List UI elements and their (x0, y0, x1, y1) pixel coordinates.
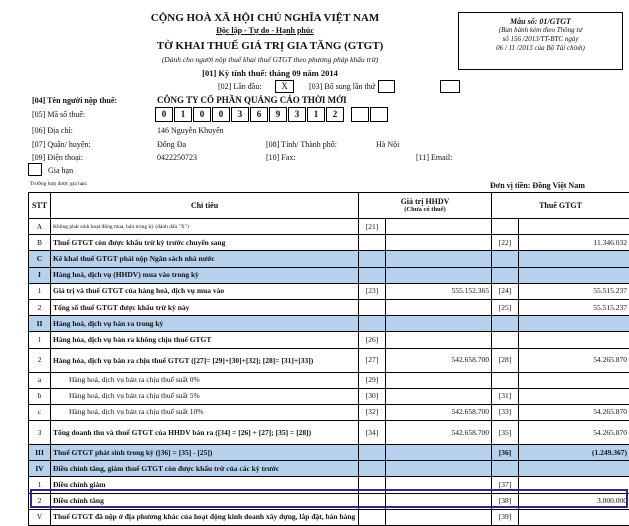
supplement-label: [03] Bổ sung lần thứ (309, 82, 375, 91)
header-value-sub: (Chưa có thuế) (361, 206, 489, 214)
cell-c2 (492, 316, 519, 332)
cell-item: Điều chỉnh tăng (51, 493, 359, 509)
table-row (29, 219, 629, 235)
tax-id-digit[interactable] (370, 107, 388, 122)
cell-c1 (359, 235, 386, 251)
cell-c1 (359, 267, 386, 283)
cell-item: Tổng số thuế GTGT được khấu trừ kỳ này (51, 299, 359, 315)
extension-label: Gia hạn (48, 166, 73, 175)
header-value (359, 193, 492, 219)
table-row (29, 509, 629, 525)
cell-item: Hàng hoá, dịch vụ bán ra trong kỳ (51, 316, 359, 332)
cell-v2: 11.346.032 (519, 235, 629, 251)
cell-v2: 54.265.870 (519, 421, 629, 445)
cell-stt: B (29, 235, 51, 251)
form-title: TỜ KHAI THUẾ GIÁ TRỊ GIA TĂNG (GTGT) (140, 40, 400, 52)
cell-item: Hàng hoá, dịch vụ (HHDV) mua vào trong kỳ (51, 267, 359, 283)
tax-id-digit[interactable]: 1 (307, 107, 325, 122)
cell-c2 (492, 372, 519, 388)
tax-id-label: [05] Mã số thuế: (32, 110, 85, 119)
cell-v1 (386, 509, 492, 525)
table-row (29, 299, 629, 315)
cell-stt: 2 (29, 299, 51, 315)
form-code-box (458, 12, 623, 70)
cell-v1 (386, 332, 492, 348)
cell-v2 (519, 219, 629, 235)
form-code-line1: (Ban hành kèm theo Thông tư (459, 26, 622, 35)
cell-item: Điều chỉnh tăng, giảm thuế GTGT còn được khấu trừ của các kỳ trước (51, 461, 359, 477)
currency-unit: Đơn vị tiền: Đồng Việt Nam (490, 181, 585, 190)
republic-title: CỘNG HOÀ XÃ HỘI CHỦ NGHĨA VIỆT NAM (120, 12, 410, 24)
tax-id-digit[interactable]: 1 (174, 107, 192, 122)
cell-v1 (386, 219, 492, 235)
header-stt: STT (29, 193, 51, 219)
cell-v2 (519, 332, 629, 348)
cell-c1 (359, 251, 386, 267)
cell-v2 (519, 372, 629, 388)
cell-v1 (386, 461, 492, 477)
cell-v1: 542.658.700 (386, 421, 492, 445)
tax-id-digit[interactable]: 9 (269, 107, 287, 122)
tax-id-digit[interactable]: 0 (212, 107, 230, 122)
tax-id-digit[interactable]: 6 (250, 107, 268, 122)
fax-label: [10] Fax: (266, 153, 296, 162)
table-header (29, 193, 629, 219)
cell-v2 (519, 267, 629, 283)
cell-item: Hàng hoá, dịch vụ bán ra chịu thuế suất 10% (51, 404, 359, 420)
cell-v2: 3.000.000 (519, 493, 629, 509)
table-row (29, 267, 629, 283)
cell-c1 (359, 299, 386, 315)
cell-c1: [30] (359, 388, 386, 404)
cell-c2: [31] (492, 388, 519, 404)
cell-v2 (519, 388, 629, 404)
tax-id-digit[interactable]: 3 (231, 107, 249, 122)
tax-id-digit[interactable]: 2 (326, 107, 344, 122)
cell-c2 (492, 461, 519, 477)
tax-period: [01] Kỳ tính thuế: tháng 09 năm 2014 (160, 68, 380, 78)
cell-c1 (359, 509, 386, 525)
form-code: Mẫu số: 01/GTGT (459, 17, 622, 26)
cell-v1: 542.658.700 (386, 404, 492, 420)
phone-value: 0422250723 (157, 153, 197, 162)
cell-stt: 2 (29, 493, 51, 509)
cell-stt: II (29, 316, 51, 332)
cell-item: Tổng doanh thu và thuế GTGT của HHDV bán ra ([34] = [26] + [27]; [35] = [28]) (51, 421, 359, 445)
cell-c1: [26] (359, 332, 386, 348)
cell-item: Điều chỉnh giảm (51, 477, 359, 493)
cell-stt: a (29, 372, 51, 388)
cell-stt: IV (29, 461, 51, 477)
cell-stt: b (29, 388, 51, 404)
district-value: Đống Đa (157, 140, 186, 149)
extension-checkbox[interactable] (28, 163, 42, 176)
cell-v2 (519, 316, 629, 332)
cell-v1 (386, 388, 492, 404)
cell-c1: [21] (359, 219, 386, 235)
cell-v2 (519, 461, 629, 477)
cell-c2: [33] (492, 404, 519, 420)
table-row (29, 251, 629, 267)
cell-item: Hàng hóa, dịch vụ bán ra chịu thuế GTGT ([27]= [29]+[30]+[32]; [28]= [31]+[33]) (51, 348, 359, 372)
cell-v1 (386, 316, 492, 332)
tax-id-digit[interactable]: 0 (193, 107, 211, 122)
cell-item: Hàng hóa, dịch vụ bán ra không chịu thuế GTGT (51, 332, 359, 348)
province-label: [08] Tỉnh/ Thành phố: (266, 140, 337, 149)
header-item: Chỉ tiêu (51, 193, 359, 219)
cell-c2: [25] (492, 299, 519, 315)
supplement-number-box[interactable] (440, 80, 460, 93)
cell-c2: [36] (492, 445, 519, 461)
table-row (29, 445, 629, 461)
table-row (29, 421, 629, 445)
address-value: 146 Nguyễn Khuyến (157, 126, 224, 135)
cell-c2: [22] (492, 235, 519, 251)
cell-c2: [37] (492, 477, 519, 493)
cell-item: Thuế GTGT phát sinh trong kỳ ([36] = [35] - [25]) (51, 445, 359, 461)
address-label: [06] Địa chỉ: (32, 126, 73, 135)
cell-c1 (359, 461, 386, 477)
cell-c2: [24] (492, 283, 519, 299)
header-tax: Thuế GTGT (492, 193, 629, 219)
cell-v1 (386, 235, 492, 251)
cell-stt: III (29, 445, 51, 461)
form-subtitle: (Dành cho người nộp thuế khai thuế GTGT theo phương pháp khấu trừ) (125, 55, 415, 64)
table-row (29, 404, 629, 420)
cell-item: Không phát sinh hoạt động mua, bán trong kỳ (đánh dấu "X") (51, 219, 359, 235)
cell-item: Thuế GTGT còn được khấu trừ kỳ trước chuyển sang (51, 235, 359, 251)
cell-item: Hàng hoá, dịch vụ bán ra chịu thuế suất 0% (51, 372, 359, 388)
cell-c2: [38] (492, 493, 519, 509)
cell-item: Kê khai thuế GTGT phải nộp Ngân sách nhà nước (51, 251, 359, 267)
table-row (29, 348, 629, 372)
tax-id-digit[interactable]: 3 (288, 107, 306, 122)
email-label: [11] Email: (416, 153, 452, 162)
cell-c1: [32] (359, 404, 386, 420)
cell-v2 (519, 251, 629, 267)
cell-c2: [39] (492, 509, 519, 525)
tax-id-digit[interactable] (351, 107, 369, 122)
form-code-line3: 06 / 11 /2013 của Bộ Tài chính) (459, 44, 622, 53)
cell-v1 (386, 251, 492, 267)
supplement-box[interactable] (378, 80, 395, 93)
cell-v2: (1.249.367) (519, 445, 629, 461)
table-row (29, 316, 629, 332)
cell-stt: I (29, 267, 51, 283)
cell-v2 (519, 509, 629, 525)
row-highlight (30, 489, 628, 508)
form-code-line2: số 156 /2013/TT-BTC ngày (459, 35, 622, 44)
extension-case: Trường hợp được gia hạn: (30, 181, 88, 187)
province-value: Hà Nội (376, 140, 399, 149)
table-row (29, 388, 629, 404)
cell-c1 (359, 316, 386, 332)
cell-v1 (386, 445, 492, 461)
cell-c2: [28] (492, 348, 519, 372)
cell-v1 (386, 372, 492, 388)
phone-label: [09] Điện thoại: (32, 153, 83, 162)
cell-item: Thuế GTGT đã nộp ở địa phương khác của hoạt động kinh doanh xây dựng, lắp đặt, bán hàng (51, 509, 359, 525)
cell-stt: c (29, 404, 51, 420)
cell-c2 (492, 251, 519, 267)
cell-c2 (492, 267, 519, 283)
cell-c2 (492, 219, 519, 235)
cell-stt: V (29, 509, 51, 525)
cell-c1: [27] (359, 348, 386, 372)
cell-c1: [29] (359, 372, 386, 388)
cell-c2 (492, 332, 519, 348)
cell-v2: 55.515.237 (519, 299, 629, 315)
cell-v2: 54.265.870 (519, 348, 629, 372)
table-row (29, 283, 629, 299)
motto: Độc lập - Tự do - Hạnh phúc (170, 26, 360, 35)
cell-stt: 1 (29, 283, 51, 299)
taxpayer-name: CÔNG TY CỔ PHẦN QUẢNG CÁO THỜI MỚI (157, 95, 347, 105)
cell-stt: A (29, 219, 51, 235)
first-time-label: [02] Lần đầu: (218, 82, 262, 91)
cell-v1: 555.152.365 (386, 283, 492, 299)
cell-c1: [34] (359, 421, 386, 445)
table-row (29, 332, 629, 348)
taxpayer-name-label: [04] Tên người nộp thuế: (32, 96, 117, 105)
district-label: [07] Quận/ huyện: (32, 140, 91, 149)
cell-v1 (386, 299, 492, 315)
cell-stt: C (29, 251, 51, 267)
table-row (29, 372, 629, 388)
header-value-title: Giá trị HHDV (361, 198, 489, 206)
tax-id-boxes (155, 107, 395, 122)
cell-stt: 1 (29, 332, 51, 348)
cell-stt: 1 (29, 477, 51, 493)
vat-declaration-table (28, 192, 629, 526)
cell-c1: [23] (359, 283, 386, 299)
cell-stt: 2 (29, 348, 51, 372)
cell-v1: 542.658.700 (386, 348, 492, 372)
cell-item: Hàng hoá, dịch vụ bán ra chịu thuế suất 5% (51, 388, 359, 404)
cell-v2: 54.265.870 (519, 404, 629, 420)
tax-id-digit[interactable]: 0 (155, 107, 173, 122)
cell-item: Giá trị và thuế GTGT của hàng hoá, dịch vụ mua vào (51, 283, 359, 299)
first-time-checkbox[interactable]: X (275, 80, 294, 93)
cell-v2: 55.515.237 (519, 283, 629, 299)
cell-c2: [35] (492, 421, 519, 445)
cell-stt: 3 (29, 421, 51, 445)
table-row (29, 461, 629, 477)
cell-c1 (359, 445, 386, 461)
cell-v1 (386, 267, 492, 283)
table-row (29, 235, 629, 251)
